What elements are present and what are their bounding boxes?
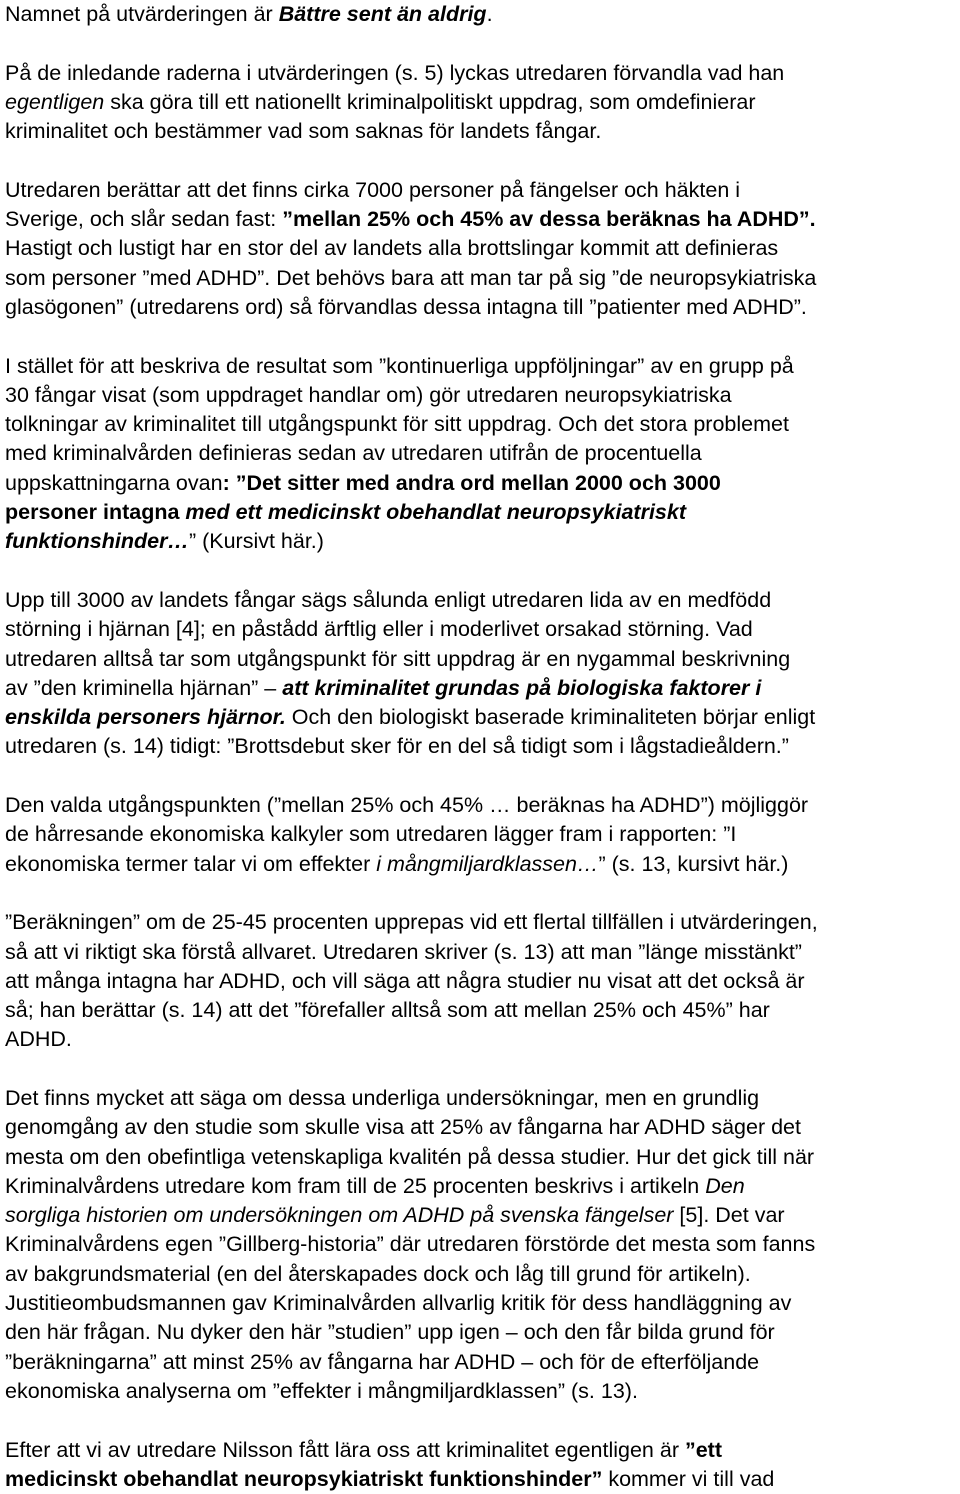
paragraph [5,0,957,29]
text-run: utredaren alltså tar som utgångspunkt för sitt uppdrag är en nygammal beskrivning [5,646,791,671]
text-line [5,908,957,937]
text-run: med kriminalvården definieras sedan av utredaren utifrån de procentuella [5,441,702,466]
paragraph [5,59,957,147]
text-line [5,410,957,439]
text-run: de hårresande ekonomiska kalkyler som utredaren lägger fram i rapporten: ”I [5,822,737,847]
text-line [5,498,957,527]
text-run: tolkningar av kriminalitet till utgångspunkt för sitt uppdrag. Och det stora problemet [5,412,789,437]
text-run: ”Beräkningen” om de 25-45 procenten upprepas vid ett flertal tillfällen i utvärderingen, [5,910,818,935]
text-line [5,1318,957,1347]
text-line [5,1025,957,1054]
text-line [5,967,957,996]
text-run: funktionshinder… [5,529,189,554]
text-run: Upp till 3000 av landets fångar sägs sålunda enligt utredaren lida av en medfödd [5,587,772,612]
text-run: Det finns mycket att säga om dessa underliga undersökningar, men en grundlig [5,1085,760,1110]
text-line [5,645,957,674]
text-run: Hastigt och lustigt har en stor del av landets alla brottslingar kommit att definieras [5,236,779,261]
text-run: uppskattningarna ovan [5,470,223,495]
text-run: Den [705,1173,745,1198]
text-run: Namnet på utvärderingen är [5,2,279,26]
text-line [5,1113,957,1142]
text-line [5,732,957,761]
text-run: störning i hjärnan [4]; en påstådd ärftlig eller i moderlivet orsakad störning. Vad [5,617,753,642]
text-run: kommer vi till vad [602,1466,775,1491]
text-line [5,1348,957,1377]
text-run: . [486,2,493,26]
text-run: ekonomiska termer talar vi om effekter [5,851,377,876]
text-run: Den valda utgångspunkten (”mellan 25% och 45% … beräknas ha ADHD”) möjliggör [5,793,809,818]
text-line [5,1377,957,1406]
text-line [5,234,957,263]
text-run: enskilda personers hjärnor. [5,705,286,730]
text-run: utredaren (s. 14) tidigt: ”Brottsdebut sker för en del så tidigt som i lågstadieåldern.” [5,734,789,759]
text-run: I stället för att beskriva de resultat som ”kontinuerliga uppföljningar” av en grupp på [5,353,794,378]
text-run: Efter att vi av utredare Nilsson fått lära oss att kriminalitet egentligen är [5,1437,685,1462]
text-line [5,88,957,117]
text-run: glasögonen” (utredarens ord) så förvandlas dessa intagna till ”patienter med ADHD”. [5,294,807,319]
text-run: : ”Det sitter med andra ord mellan 2000 och 3000 [222,470,721,495]
text-line [5,938,957,967]
text-line [5,1201,957,1230]
text-line [5,1143,957,1172]
text-line [5,264,957,293]
text-line [5,1260,957,1289]
text-run: ”ett [684,1437,722,1462]
text-line [5,820,957,849]
text-run: personer intagna [5,500,186,525]
text-run: som personer ”med ADHD”. Det behövs bara att man tar på sig ”de neuropsykiatriska [5,265,817,290]
text-run: Kriminalvårdens egen ”Gillberg-historia” där utredaren förstörde det mesta som fanns [5,1232,816,1257]
paragraph [5,1084,957,1406]
text-line [5,1289,957,1318]
text-run: mesta om den obefintliga vetenskapliga kvalitén på dessa studier. Hur det gick till när [5,1144,815,1169]
text-line [5,527,957,556]
text-line [5,850,957,879]
paragraph [5,352,957,557]
document-page [5,0,957,1494]
text-line [5,439,957,468]
text-run: medicinskt obehandlat neuropsykiatriskt funktionshinder” [5,1466,603,1491]
text-run: ekonomiska analyserna om ”effekter i mångmiljardklassen” (s. 13). [5,1378,638,1403]
text-run: den här frågan. Nu dyker den här ”studien” upp igen – och den får bilda grund för [5,1320,775,1345]
text-run: På de inledande raderna i utvärderingen (s. 5) lyckas utredaren förvandla vad han [5,60,785,85]
text-run: genomgång av den studie som skulle visa att 25% av fångarna har ADHD säger det [5,1115,801,1140]
text-run: kriminalitet och bestämmer vad som saknas för landets fångar. [5,119,602,144]
paragraph [5,1436,957,1494]
text-line [5,352,957,381]
text-run: ADHD. [5,1027,72,1052]
paragraph [5,908,957,1054]
text-line [5,1465,957,1494]
text-run: ”mellan 25% och 45% av dessa beräknas ha ADHD”. [282,207,816,232]
text-line [5,1084,957,1113]
text-run: ska göra till ett nationellt kriminalpolitiskt uppdrag, som omdefinierar [104,89,756,114]
text-run: Justitieombudsmannen gav Kriminalvården allvarlig kritik för dess handläggning av [5,1291,792,1316]
text-line [5,615,957,644]
text-line [5,176,957,205]
text-run: egentligen [5,89,105,114]
text-line [5,381,957,410]
text-run: sorgliga historien om undersökningen om ADHD på svenska fängelser [5,1203,674,1228]
text-run: ” (Kursivt här.) [188,529,324,554]
text-line [5,0,957,29]
text-run: Utredaren berättar att det finns cirka 7000 personer på fängelser och häkten i [5,177,741,202]
paragraph [5,586,957,762]
text-run: ”beräkningarna” att minst 25% av fångarna har ADHD – och för de efterföljande [5,1349,760,1374]
paragraph [5,176,957,322]
text-line [5,1436,957,1465]
text-line [5,1230,957,1259]
text-run: [5]. Det var [673,1203,785,1228]
text-run: Och den biologiskt baserade kriminaliteten börjar enligt [285,705,816,730]
paragraph [5,791,957,879]
text-line [5,674,957,703]
text-run: att många intagna har ADHD, och vill säga att några studier nu visat att det också är [5,968,805,993]
text-run: med ett medicinskt obehandlat neuropsykiatriskt [185,500,687,525]
text-run: av ”den kriminella hjärnan” – [5,675,283,700]
text-line [5,586,957,615]
text-run: ” (s. 13, kursivt här.) [598,851,789,876]
text-line [5,293,957,322]
text-line [5,117,957,146]
text-run: Bättre sent än aldrig [278,2,487,26]
text-line [5,1172,957,1201]
text-run: i mångmiljardklassen… [376,851,599,876]
text-line [5,205,957,234]
text-line [5,59,957,88]
text-line [5,469,957,498]
text-run: att kriminalitet grundas på biologiska faktorer i [282,675,762,700]
text-run: 30 fångar visat (som uppdraget handlar om) gör utredaren neuropsykiatriska [5,382,732,407]
text-run: så; han berättar (s. 14) att det ”förefaller alltså som att mellan 25% och 45%” har [5,998,770,1023]
text-line [5,703,957,732]
text-run: så att vi riktigt ska förstå allvaret. Utredaren skriver (s. 13) att man ”länge misstänkt” [5,939,802,964]
text-line [5,791,957,820]
text-run: Kriminalvårdens utredare kom fram till de 25 procenten beskrivs i artikeln [5,1173,706,1198]
text-run: av bakgrundsmaterial (en del återskapades dock och låg till grund för artikeln). [5,1261,751,1286]
text-run: Sverige, och slår sedan fast: [5,207,283,232]
text-line [5,996,957,1025]
